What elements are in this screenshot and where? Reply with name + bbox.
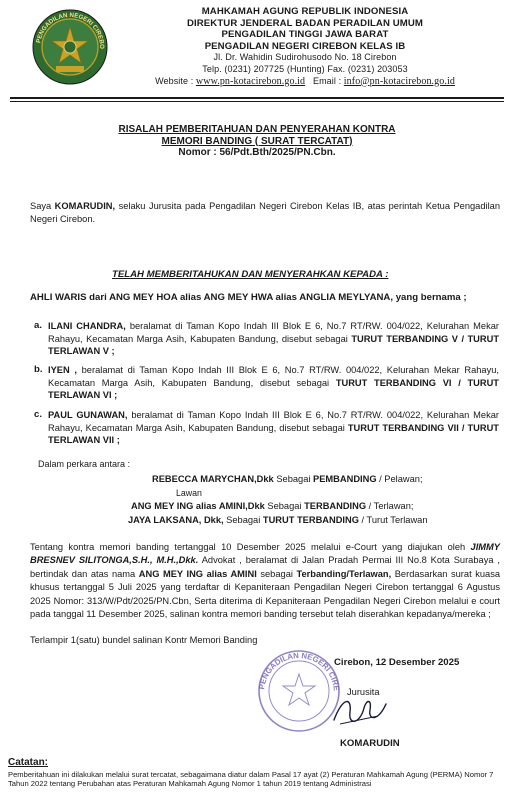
recipient-item — [34, 320, 504, 360]
signature-place-date: Cirebon, 12 Desember 2025 — [334, 657, 460, 668]
client-name: ANG MEY ING alias AMINI — [138, 568, 257, 579]
body-text: Advokat , beralamat di Jalan Pradah Permai III No.8 Kota Surabaya , bertindak dan atas nama — [30, 555, 501, 579]
svg-text:PENGADILAN NEGERI CIREBON: PENGADILAN NEGERI CIRE — [257, 650, 341, 692]
section-heading: TELAH MEMBERITAHUKAN DAN MENYERAHKAN KEPADA : — [112, 269, 389, 280]
list-marker: b. — [34, 364, 43, 375]
party-tail: / Pelawan; — [376, 474, 423, 484]
list-marker: a. — [34, 320, 43, 331]
intro-text: Saya — [30, 201, 55, 211]
court-emblem-icon — [30, 8, 110, 86]
case-intro: Dalam perkara antara : — [38, 459, 131, 469]
party-name: REBECCA MARYCHAN,Dkk — [152, 474, 274, 484]
title-line-1: RISALAH PEMBERITAHUAN DAN PENYERAHAN KONTRA — [118, 124, 396, 135]
body-text: Berdasarkan surat kuasa khusus tertanggal 5 Juli 2025 yang terdaftar di Kepaniteraan Pengadilan Negeri Cirebon tertanggal 6 Agustus 2025 Nomor: 313/W/Pdt/2025/PN.Cbn, Serta diterima di Kepaniteraan Pengadilan Negeri Cirebon melalui e court pada tanggal 11 Desember 2025, salinan kontra memori banding tersebut telah diserahkan kepadanya/mereka ; — [30, 568, 501, 620]
document-title — [60, 124, 454, 159]
recipient-text — [48, 409, 499, 447]
intro-text-rest: selaku Jurusita pada Pengadilan Negeri Cirebon Kelas IB, atas perintah Ketua Pengadilan Negeri Cirebon. — [30, 201, 500, 224]
party-role: TURUT TERBANDING — [262, 515, 359, 525]
header-contact — [115, 76, 495, 88]
party-tail: / Turut Terlawan — [358, 515, 428, 525]
header-line-1: MAHKAMAH AGUNG REPUBLIK INDONESIA — [201, 6, 409, 17]
body-paragraph — [30, 541, 500, 621]
party-as: Sebagai — [223, 515, 263, 525]
party-appellant — [152, 474, 423, 484]
header-phone: Telp. (0231) 207725 (Hunting) Fax. (0231) 203053 — [202, 63, 408, 74]
website-link[interactable]: www.pn-kotacirebon.go.id — [195, 75, 306, 87]
website-label: Website : — [155, 75, 194, 86]
recipient-role: TURUT TERBANDING VII / TURUT TERLAWAN VII ; — [48, 422, 499, 445]
party-role: TERBANDING — [304, 501, 367, 511]
header-address: Jl. Dr. Wahidin Sudirohusodo No. 18 Cirebon — [213, 52, 397, 63]
recipient-address: beralamat di Taman Kopo Indah III Blok E 6, No.7 RT/RW. 004/022, Kelurahan Mekar Rahayu, Kecamatan Marga Asih, Kabupaten Bandung, disebut sebagai — [48, 365, 499, 388]
recipient-item — [34, 364, 504, 404]
body-text: Tentang kontra memori banding tertanggal 10 Desember 2025 melalui e-Court yang diajukan oleh — [30, 542, 471, 552]
header-divider-thin — [10, 101, 504, 102]
recipient-text — [48, 364, 499, 402]
heirs-prefix: AHLI WARIS dari ANG MEY HOA alias ANG MEY HWA alias ANGLIA MEYLYANA, — [30, 292, 394, 303]
email-label: Email : — [312, 75, 342, 86]
list-marker: c. — [34, 409, 43, 420]
bailiff-name: KOMARUDIN, — [54, 201, 116, 211]
note-heading: Catatan: — [8, 757, 49, 768]
recipient-name: PAUL GUNAWAN, — [48, 410, 128, 420]
attachment-line: Terlampir 1(satu) bundel salinan Kontr Memori Banding — [30, 635, 258, 645]
header-line-3: PENGADILAN TINGGI JAWA BARAT — [221, 29, 389, 41]
party-role: PEMBANDING — [313, 474, 377, 484]
client-role: Terbanding/Terlawan, — [296, 568, 392, 579]
letterhead — [115, 6, 495, 87]
recipient-address: beralamat di Taman Kopo Indah III Blok E 6, No.7 RT/RW. 004/022, Kelurahan Mekar Rahayu, Kecamatan Marga Asih, Kabupaten Bandung, disebut sebagai — [48, 321, 499, 344]
recipient-address: beralamat di Taman Kopo Indah III Blok E 6, No.7 RT/RW. 004/022, Kelurahan Mekar Rahayu, Kecamatan Marga Asih, Kabupaten Bandung, disebut sebagai — [48, 410, 500, 433]
intro-paragraph — [30, 200, 500, 225]
party-as: Sebagai — [273, 474, 314, 484]
recipient-text — [48, 320, 499, 358]
document-number: Nomor : 56/Pdt.Bth/2025/PN.Cbn. — [178, 147, 336, 158]
heirs-line — [30, 292, 500, 303]
party-respondent — [131, 501, 413, 511]
recipient-name: ILANI CHANDRA, — [48, 321, 126, 331]
heirs-suffix: yang bernama ; — [393, 292, 467, 303]
recipient-item — [34, 409, 504, 449]
handwritten-signature — [330, 690, 390, 732]
note-text: Pemberitahuan ini dilakukan melalui surat tercatat, sebagaimana diatur dalam Pasal 17 ayat (2) Peraturan Mahkamah Agung (PERMA) Nomor 7 Tahun 2022 tentang Perubahan atas Peraturan Mahkamah Agung Nomor 1 tahun 2019 tentang Administrasi — [8, 770, 494, 789]
party-co-respondent — [128, 515, 428, 525]
signature-role: Jurusita — [347, 687, 380, 697]
versus-label: Lawan — [176, 488, 202, 498]
party-tail: / Terlawan; — [366, 501, 414, 511]
body-text: sebagai — [256, 568, 297, 579]
party-name: JAYA LAKSANA, Dkk, — [128, 515, 224, 525]
party-name: ANG MEY ING alias AMINI,Dkk — [131, 501, 265, 511]
header-divider — [10, 97, 504, 99]
lawyer-name: JIMMY BRESNEV SILITONGA,S.H., M.H.,Dkk. — [30, 542, 500, 566]
recipient-name: IYEN , — [48, 365, 77, 375]
header-line-4: PENGADILAN NEGERI CIREBON KELAS IB — [204, 40, 406, 52]
signatory-name: KOMARUDIN — [340, 738, 400, 749]
title-line-2: MEMORI BANDING ( SURAT TERCATAT) — [161, 135, 353, 147]
recipient-role: TURUT TERBANDING V / TURUT TERLAWAN V ; — [48, 333, 499, 356]
email-link[interactable]: info@pn-kotacirebon.go.id — [343, 75, 455, 87]
party-as: Sebagai — [264, 501, 305, 511]
recipient-role: TURUT TERBANDING VI / TURUT TERLAWAN VI ; — [48, 377, 499, 400]
svg-text:PENGADILAN NEGERI CIREBON: PENGADILAN NEGERI CIREBO — [35, 11, 106, 50]
header-line-2: DIREKTUR JENDERAL BADAN PERADILAN UMUM — [186, 17, 423, 29]
